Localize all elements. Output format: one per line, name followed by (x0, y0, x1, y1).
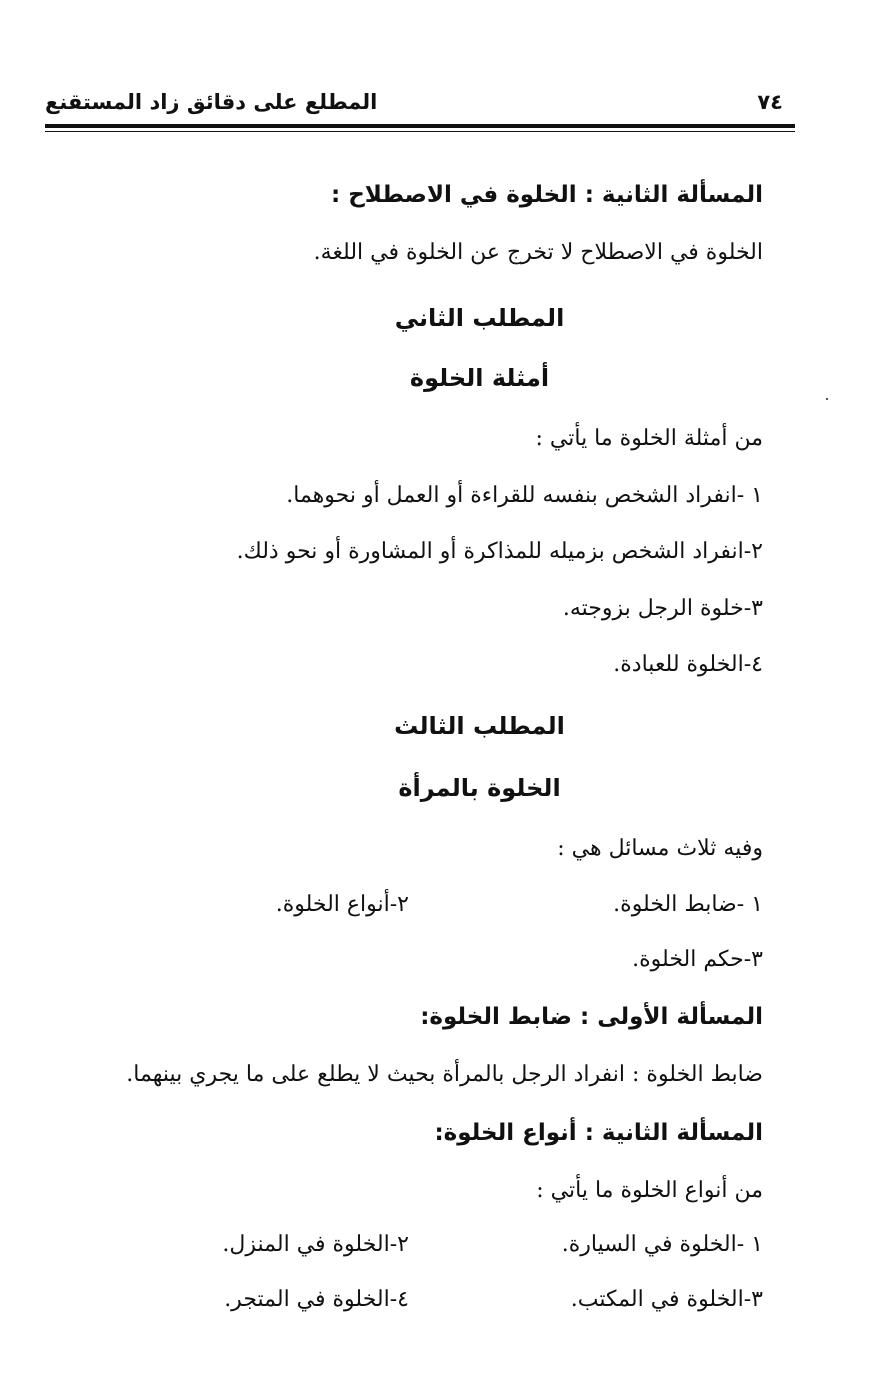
example-item-1: ١ -انفراد الشخص بنفسه للقراءة أو العمل أو نحوهما. (286, 483, 763, 508)
issues-intro: وفيه ثلاث مسائل هي : (557, 836, 763, 861)
running-title: المطلع على دقائق زاد المستقنع (45, 90, 378, 114)
type-item-4: ٤-الخلوة في المتجر. (224, 1287, 409, 1312)
examples-intro: من أمثلة الخلوة ما يأتي : (535, 426, 763, 451)
example-item-3: ٣-خلوة الرجل بزوجته. (562, 596, 763, 621)
paragraph-issue1: ضابط الخلوة : انفراد الرجل بالمرأة بحيث لا يطلع على ما يجري بينهما. (126, 1062, 763, 1087)
section-title-2: المطلب الثاني (394, 304, 565, 332)
example-item-2: ٢-انفراد الشخص بزميله للمذاكرة أو المشاورة أو نحو ذلك. (236, 539, 763, 564)
example-item-4: ٤-الخلوة للعبادة. (613, 652, 763, 677)
paragraph-terminology: الخلوة في الاصطلاح لا تخرج عن الخلوة في اللغة. (313, 240, 763, 265)
section-title-3: المطلب الثالث (394, 712, 565, 740)
heading-issue1: المسألة الأولى : ضابط الخلوة: (420, 1004, 763, 1030)
header-rule-thick (45, 124, 795, 128)
page-number: ٧٤ (757, 90, 783, 114)
issue-list-item-1: ١ -ضابط الخلوة. (613, 892, 763, 917)
section-subtitle-3: الخلوة بالمرأة (398, 774, 561, 802)
heading-issue2-terminology: المسألة الثانية : الخلوة في الاصطلاح : (330, 182, 763, 208)
header-rule-thin (45, 131, 795, 132)
type-item-3: ٣-الخلوة في المكتب. (570, 1287, 763, 1312)
section-subtitle-2: أمثلة الخلوة (409, 364, 550, 392)
type-item-1: ١ -الخلوة في السيارة. (561, 1232, 763, 1257)
type-item-2: ٢-الخلوة في المنزل. (222, 1232, 409, 1257)
scan-speck (826, 398, 828, 400)
heading-issue2-types: المسألة الثانية : أنواع الخلوة: (434, 1120, 763, 1146)
types-intro: من أنواع الخلوة ما يأتي : (536, 1178, 763, 1203)
issue-list-item-3: ٣-حكم الخلوة. (632, 947, 763, 972)
page-header (45, 88, 795, 128)
issue-list-item-2: ٢-أنواع الخلوة. (275, 892, 409, 917)
